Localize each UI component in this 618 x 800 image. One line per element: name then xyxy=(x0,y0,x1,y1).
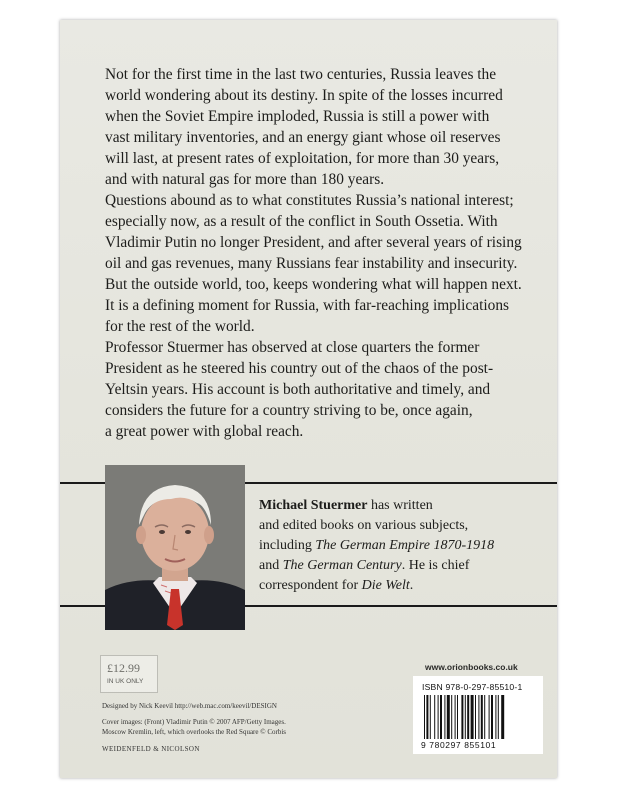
barcode-number: 9 780297 855101 xyxy=(421,740,497,750)
text-line: Questions abound as to what constitutes Russia’s national interest; xyxy=(105,192,514,209)
blurb-paragraph-2 xyxy=(105,190,535,337)
publisher-url: www.orionbooks.co.uk xyxy=(425,662,518,672)
text-line: world wondering about its destiny. In spite of the losses incurred xyxy=(105,87,503,104)
price: £12.99 xyxy=(107,661,140,675)
image-credit: Moscow Kremlin, left, which overlooks the Red Square © Corbis xyxy=(102,728,286,736)
text-line: vast military inventories, and an energy giant whose oil reserves xyxy=(105,129,501,146)
bio-text: and edited books on various subjects, xyxy=(259,518,469,533)
publisher-name: WEIDENFELD & NICOLSON xyxy=(102,745,200,753)
portrait-illustration xyxy=(105,465,245,630)
text-line: will last, at present rates of exploitation, for more than 30 years, xyxy=(105,150,500,167)
text-line: But the outside world, too, keeps wondering what will happen next. xyxy=(105,276,522,293)
text-line: considers the future for a country striving to be, once again, xyxy=(105,402,473,419)
bio-text: . xyxy=(409,578,414,593)
author-photo xyxy=(105,465,245,630)
text-line: President as he steered his country out of the chaos of the post- xyxy=(105,360,494,377)
text-line: for the rest of the world. xyxy=(105,318,255,335)
text-line: Vladimir Putin no longer President, and after several years of rising xyxy=(105,234,522,251)
text-line: when the Soviet Empire imploded, Russia is still a power with xyxy=(105,108,490,125)
image-credit: Cover images: (Front) Vladimir Putin © 2007 AFP/Getty Images. xyxy=(102,718,286,726)
newspaper-title: Die Welt xyxy=(361,578,410,593)
text-line: and with natural gas for more than 180 years. xyxy=(105,171,385,188)
isbn-text: ISBN 978-0-297-85510-1 xyxy=(422,682,523,692)
price-sticker xyxy=(100,655,158,693)
text-line: especially now, as a result of the conflict in South Ossetia. With xyxy=(105,213,498,230)
book-title: The German Empire 1870-1918 xyxy=(315,538,495,553)
bio-text: has written xyxy=(367,498,433,513)
bio-text: correspondent for xyxy=(259,578,362,593)
blurb-paragraph-1 xyxy=(105,64,535,190)
text-line: Not for the first time in the last two centuries, Russia leaves the xyxy=(105,66,497,83)
author-bio xyxy=(259,496,539,596)
bio-text: and xyxy=(259,558,283,573)
blurb-paragraph-3 xyxy=(105,337,535,442)
book-title: The German Century xyxy=(282,558,402,573)
bio-text: . He is chief xyxy=(401,558,470,573)
bio-text: including xyxy=(259,538,316,553)
text-line: Professor Stuermer has observed at close quarters the former xyxy=(105,339,480,356)
text-line: It is a defining moment for Russia, with far-reaching implications xyxy=(105,297,510,314)
barcode-bars xyxy=(423,695,533,739)
designer-credit: Designed by Nick Keevil http://web.mac.com/keevil/DESIGN xyxy=(102,702,277,710)
price-region: IN UK ONLY xyxy=(107,678,144,685)
book-back-cover xyxy=(60,20,557,778)
author-name: Michael Stuermer xyxy=(259,498,368,513)
text-line: a great power with global reach. xyxy=(105,423,304,440)
text-line: Yeltsin years. His account is both authoritative and timely, and xyxy=(105,381,491,398)
text-line: oil and gas revenues, many Russians fear instability and insecurity. xyxy=(105,255,518,272)
barcode xyxy=(413,676,543,754)
